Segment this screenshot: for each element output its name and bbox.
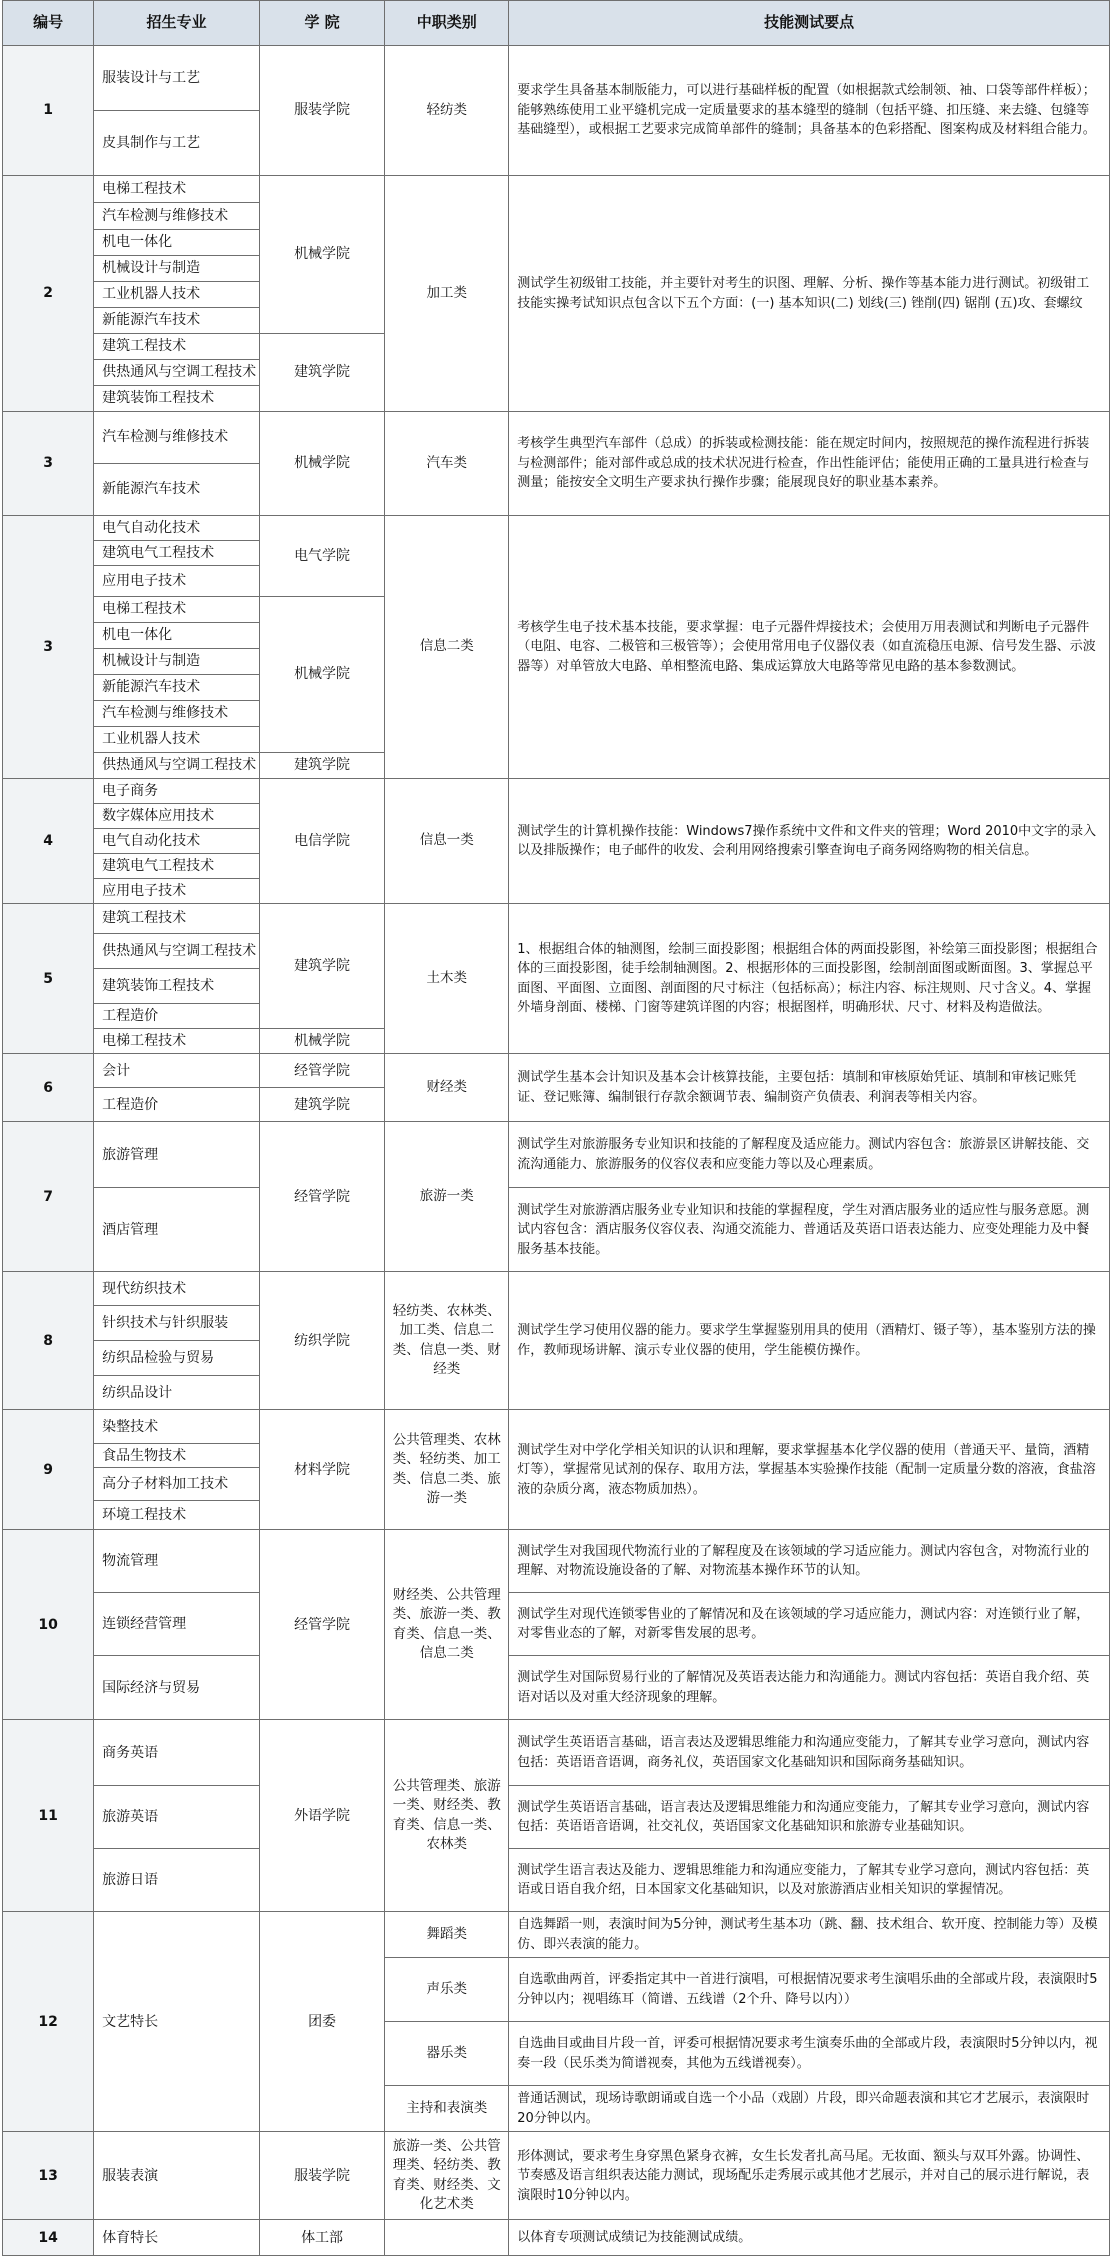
requirement-cell: 以体育专项测试成绩记为技能测试成绩。 [509, 2220, 1110, 2256]
header-no: 编号 [3, 1, 94, 46]
major-cell: 电子商务 [94, 779, 260, 804]
requirement-cell: 普通话测试，现场诗歌朗诵或自选一个小品（戏剧）片段，即兴命题表演和其它才艺展示，表演限时20分钟以内。 [509, 2086, 1110, 2132]
header-category: 中职类别 [385, 1, 509, 46]
admission-skills-table [2, 0, 1110, 2256]
major-cell: 工程造价 [94, 1088, 260, 1122]
major-cell: 国际经济与贸易 [94, 1656, 260, 1720]
major-cell: 针织技术与针织服装 [94, 1306, 260, 1341]
major-cell: 纺织品检验与贸易 [94, 1341, 260, 1376]
major-cell: 电气自动化技术 [94, 829, 260, 854]
requirement-cell: 测试学生对旅游酒店服务业专业知识和技能的掌握程度，学生对酒店服务业的适应性与服务意愿。测试内容包含：酒店服务仪容仪表、沟通交流能力、普通话及英语口语表达能力、应变处理能力及中餐服务基本技能。 [509, 1188, 1110, 1272]
category-cell: 财经类 [385, 1054, 509, 1122]
college-cell: 机械学院 [259, 1029, 384, 1054]
row-number: 6 [3, 1054, 94, 1122]
row-number: 3 [3, 412, 94, 516]
college-cell: 服装学院 [259, 2132, 384, 2220]
requirement-cell: 考核学生典型汽车部件（总成）的拆装或检测技能：能在规定时间内，按照规范的操作流程进行拆装与检测部件；能对部件或总成的技术状况进行检查，作出性能评估；能使用正确的工量具进行检查与测量；能按安全文明生产要求执行操作步骤；能展现良好的职业基本素养。 [509, 412, 1110, 516]
college-cell: 建筑学院 [259, 904, 384, 1029]
college-cell: 机械学院 [259, 412, 384, 516]
major-cell: 汽车检测与维修技术 [94, 203, 260, 230]
header-requirements: 技能测试要点 [509, 1, 1110, 46]
major-cell: 机电一体化 [94, 230, 260, 256]
major-cell: 工业机器人技术 [94, 727, 260, 753]
requirement-cell: 测试学生的计算机操作技能：Windows7操作系统中文件和文件夹的管理；Word 2010中文字的录入以及排版操作；电子邮件的收发、会利用网络搜索引擎查询电子商务网络购物的相关信息。 [509, 779, 1110, 904]
major-cell: 电梯工程技术 [94, 597, 260, 623]
college-cell: 机械学院 [259, 176, 384, 334]
major-cell: 旅游日语 [94, 1849, 260, 1912]
row-number: 5 [3, 904, 94, 1054]
major-cell: 建筑工程技术 [94, 334, 260, 360]
major-cell: 应用电子技术 [94, 566, 260, 597]
major-cell: 建筑电气工程技术 [94, 854, 260, 879]
category-cell: 公共管理类、农林类、轻纺类、加工类、信息二类、旅游一类 [385, 1410, 509, 1530]
category-cell [385, 2220, 509, 2256]
college-cell: 材料学院 [259, 1410, 384, 1530]
row-number: 8 [3, 1272, 94, 1410]
category-cell: 舞蹈类 [385, 1912, 509, 1958]
requirement-cell: 考核学生电子技术基本技能，要求掌握：电子元器件焊接技术；会使用万用表测试和判断电子元器件（电阻、电容、二极管和三极管等）；会使用常用电子仪器仪表（如直流稳压电源、信号发生器、示波器等）对单管放大电路、单相整流电路、集成运算放大电路等常见电路的基本参数测试。 [509, 516, 1110, 779]
category-cell: 主持和表演类 [385, 2086, 509, 2132]
major-cell: 服装设计与工艺 [94, 46, 260, 111]
major-cell: 建筑装饰工程技术 [94, 386, 260, 412]
header-college: 学 院 [259, 1, 384, 46]
major-cell: 纺织品设计 [94, 1376, 260, 1410]
major-cell: 现代纺织技术 [94, 1272, 260, 1306]
college-cell: 建筑学院 [259, 334, 384, 412]
college-cell: 外语学院 [259, 1720, 384, 1912]
requirement-cell: 测试学生英语语言基础，语言表达及逻辑思维能力和沟通应变能力，了解其专业学习意向，测试内容包括：英语语音语调，社交礼仪，英语国家文化基础知识和旅游专业基础知识。 [509, 1786, 1110, 1849]
requirement-cell: 自选舞蹈一则，表演时间为5分钟，测试考生基本功（跳、翻、技术组合、软开度、控制能力等）及模仿、即兴表演的能力。 [509, 1912, 1110, 1958]
category-cell: 公共管理类、旅游一类、财经类、教育类、信息一类、农林类 [385, 1720, 509, 1912]
category-cell: 信息一类 [385, 779, 509, 904]
major-cell: 电梯工程技术 [94, 176, 260, 203]
row-number: 12 [3, 1912, 94, 2132]
major-cell: 电气自动化技术 [94, 516, 260, 541]
row-number: 3 [3, 516, 94, 779]
major-cell: 商务英语 [94, 1720, 260, 1786]
major-cell: 工程造价 [94, 1004, 260, 1029]
major-cell: 建筑工程技术 [94, 904, 260, 934]
major-cell: 连锁经营管理 [94, 1593, 260, 1656]
requirement-cell: 测试学生初级钳工技能，并主要针对考生的识图、理解、分析、操作等基本能力进行测试。初级钳工技能实操考试知识点包含以下五个方面：(一) 基本知识(二) 划线(三) 锉削(四) 锯削 (五)攻、套螺纹 [509, 176, 1110, 412]
category-cell: 财经类、公共管理类、旅游一类、教育类、信息一类、信息二类 [385, 1530, 509, 1720]
college-cell: 建筑学院 [259, 1088, 384, 1122]
major-cell: 建筑装饰工程技术 [94, 969, 260, 1004]
category-cell: 汽车类 [385, 412, 509, 516]
row-number: 11 [3, 1720, 94, 1912]
requirement-cell: 1、根据组合体的轴测图，绘制三面投影图；根据组合体的两面投影图，补绘第三面投影图；根据组合体的三面投影图，徒手绘制轴测图。2、根据形体的三面投影图，绘制剖面图或断面图。3、掌握总平面图、平面图、立面图、剖面图的尺寸标注（包括标高）；标注内容、标注规则、尺寸含义。4、掌握外墙身剖面、楼梯、门窗等建筑详图的内容；根据图样，明确形状、尺寸、材料及构造做法。 [509, 904, 1110, 1054]
major-cell: 物流管理 [94, 1530, 260, 1593]
row-number: 2 [3, 176, 94, 412]
major-cell: 电梯工程技术 [94, 1029, 260, 1054]
category-cell: 声乐类 [385, 1958, 509, 2022]
college-cell: 服装学院 [259, 46, 384, 176]
major-cell: 环境工程技术 [94, 1501, 260, 1530]
major-cell: 体育特长 [94, 2220, 260, 2256]
major-cell: 酒店管理 [94, 1188, 260, 1272]
category-cell: 信息二类 [385, 516, 509, 779]
requirement-cell: 测试学生英语语言基础，语言表达及逻辑思维能力和沟通应变能力，了解其专业学习意向，测试内容包括：英语语音语调，商务礼仪，英语国家文化基础知识和国际商务基础知识。 [509, 1720, 1110, 1786]
major-cell: 机电一体化 [94, 623, 260, 649]
major-cell: 机械设计与制造 [94, 649, 260, 675]
major-cell: 高分子材料加工技术 [94, 1468, 260, 1501]
requirement-cell: 测试学生语言表达及能力、逻辑思维能力和沟通应变能力，了解其专业学习意向，测试内容包括：英语或日语自我介绍，日本国家文化基础知识，以及对旅游酒店业相关知识的掌握情况。 [509, 1849, 1110, 1912]
college-cell: 团委 [259, 1912, 384, 2132]
college-cell: 机械学院 [259, 597, 384, 753]
major-cell: 服装表演 [94, 2132, 260, 2220]
category-cell: 土木类 [385, 904, 509, 1054]
category-cell: 轻纺类 [385, 46, 509, 176]
major-cell: 供热通风与空调工程技术 [94, 753, 260, 779]
major-cell: 工业机器人技术 [94, 282, 260, 308]
college-cell: 体工部 [259, 2220, 384, 2256]
requirement-cell: 测试学生基本会计知识及基本会计核算技能，主要包括：填制和审核原始凭证、填制和审核记账凭证、登记账簿、编制银行存款余额调节表、编制资产负债表、利润表等相关内容。 [509, 1054, 1110, 1122]
requirement-cell: 要求学生具备基本制版能力，可以进行基础样板的配置（如根据款式绘制领、袖、口袋等部件样板）；能够熟练使用工业平缝机完成一定质量要求的基本缝型的缝制（包括平缝、扣压缝、来去缝、包缝等基础缝型），或根据工艺要求完成简单部件的缝制；具备基本的色彩搭配、图案构成及材料组合能力。 [509, 46, 1110, 176]
college-cell: 建筑学院 [259, 753, 384, 779]
college-cell: 经管学院 [259, 1530, 384, 1720]
major-cell: 建筑电气工程技术 [94, 541, 260, 566]
requirement-cell: 测试学生学习使用仪器的能力。要求学生掌握鉴别用具的使用（酒精灯、镊子等），基本鉴别方法的操作，教师现场讲解、演示专业仪器的使用，学生能模仿操作。 [509, 1272, 1110, 1410]
major-cell: 染整技术 [94, 1410, 260, 1444]
major-cell: 汽车检测与维修技术 [94, 412, 260, 464]
requirement-cell: 测试学生对旅游服务专业知识和技能的了解程度及适应能力。测试内容包含：旅游景区讲解技能、交流沟通能力、旅游服务的仪容仪表和应变能力等以及心理素质。 [509, 1122, 1110, 1188]
category-cell: 旅游一类 [385, 1122, 509, 1272]
category-cell: 轻纺类、农林类、加工类、信息二类、信息一类、财经类 [385, 1272, 509, 1410]
category-cell: 加工类 [385, 176, 509, 412]
college-cell: 经管学院 [259, 1054, 384, 1088]
row-number: 1 [3, 46, 94, 176]
header-major: 招生专业 [94, 1, 260, 46]
major-cell: 新能源汽车技术 [94, 308, 260, 334]
college-cell: 电气学院 [259, 516, 384, 597]
requirement-cell: 测试学生对我国现代物流行业的了解程度及在该领域的学习适应能力。测试内容包含，对物流行业的理解、对物流设施设备的了解、对物流基本操作环节的认知。 [509, 1530, 1110, 1593]
college-cell: 经管学院 [259, 1122, 384, 1272]
college-cell: 电信学院 [259, 779, 384, 904]
row-number: 14 [3, 2220, 94, 2256]
college-cell: 纺织学院 [259, 1272, 384, 1410]
major-cell: 数字媒体应用技术 [94, 804, 260, 829]
major-cell: 旅游管理 [94, 1122, 260, 1188]
row-number: 9 [3, 1410, 94, 1530]
major-cell: 供热通风与空调工程技术 [94, 934, 260, 969]
major-cell: 皮具制作与工艺 [94, 111, 260, 176]
requirement-cell: 形体测试，要求考生身穿黑色紧身衣裤，女生长发者扎高马尾。无妆面、额头与双耳外露。协调性、节奏感及语言组织表达能力测试，现场配乐走秀展示或其他才艺展示，并对自己的展示进行解说，表演限时10分钟以内。 [509, 2132, 1110, 2220]
major-cell: 新能源汽车技术 [94, 675, 260, 701]
row-number: 7 [3, 1122, 94, 1272]
major-cell: 供热通风与空调工程技术 [94, 360, 260, 386]
major-cell: 新能源汽车技术 [94, 464, 260, 516]
major-cell: 应用电子技术 [94, 879, 260, 904]
category-cell: 器乐类 [385, 2022, 509, 2086]
major-cell: 汽车检测与维修技术 [94, 701, 260, 727]
major-cell: 旅游英语 [94, 1786, 260, 1849]
category-cell: 旅游一类、公共管理类、轻纺类、教育类、财经类、文化艺术类 [385, 2132, 509, 2220]
table-header-row [3, 1, 1110, 46]
major-cell: 食品生物技术 [94, 1444, 260, 1468]
row-number: 13 [3, 2132, 94, 2220]
requirement-cell: 自选曲目或曲目片段一首，评委可根据情况要求考生演奏乐曲的全部或片段，表演限时5分钟以内，视奏一段（民乐类为简谱视奏，其他为五线谱视奏）。 [509, 2022, 1110, 2086]
major-cell: 文艺特长 [94, 1912, 260, 2132]
requirement-cell: 测试学生对中学化学相关知识的认识和理解，要求掌握基本化学仪器的使用（普通天平、量筒，酒精灯等），掌握常见试剂的保存、取用方法，掌握基本实验操作技能（配制一定质量分数的溶液，食盐溶液的杂质分离，液态物质加热）。 [509, 1410, 1110, 1530]
major-cell: 会计 [94, 1054, 260, 1088]
requirement-cell: 测试学生对国际贸易行业的了解情况及英语表达能力和沟通能力。测试内容包括：英语自我介绍、英语对话以及对重大经济现象的理解。 [509, 1656, 1110, 1720]
major-cell: 机械设计与制造 [94, 256, 260, 282]
requirement-cell: 测试学生对现代连锁零售业的了解情况和及在该领域的学习适应能力，测试内容：对连锁行业了解，对零售业态的了解，对新零售发展的思考。 [509, 1593, 1110, 1656]
requirement-cell: 自选歌曲两首，评委指定其中一首进行演唱，可根据情况要求考生演唱乐曲的全部或片段，表演限时5分钟以内；视唱练耳（简谱、五线谱（2个升、降号以内）） [509, 1958, 1110, 2022]
row-number: 4 [3, 779, 94, 904]
row-number: 10 [3, 1530, 94, 1720]
